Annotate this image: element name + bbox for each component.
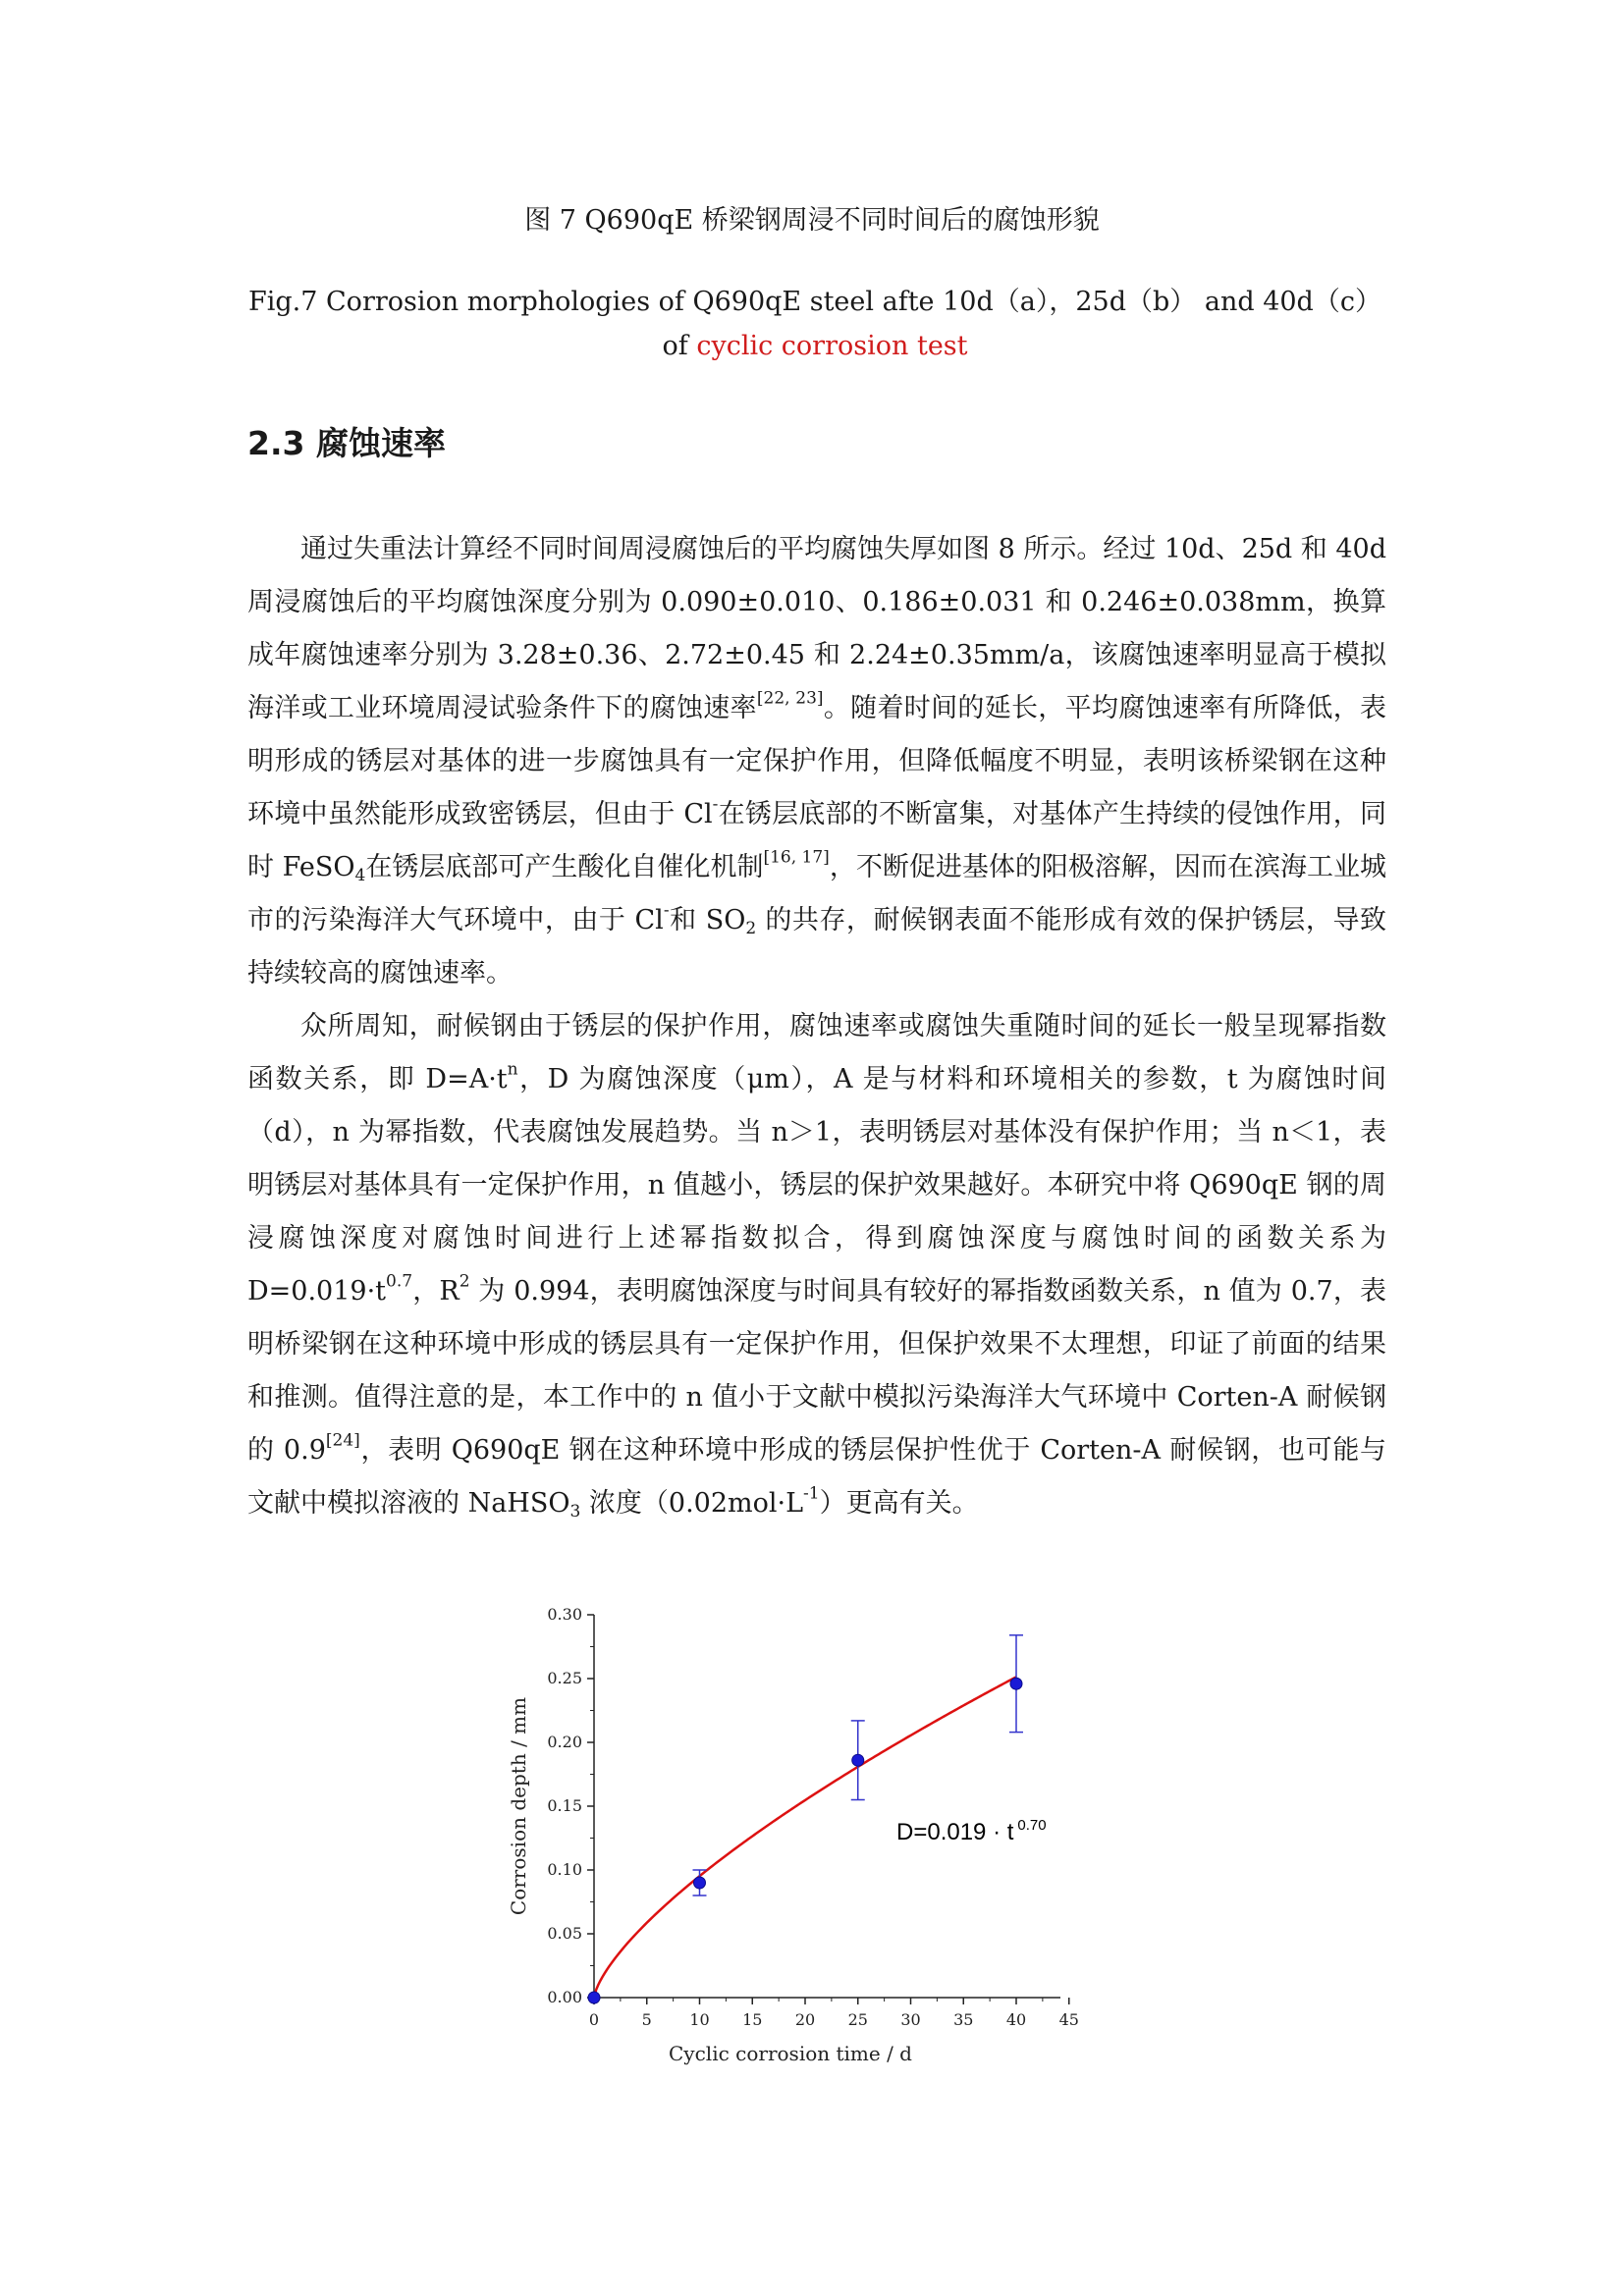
p1-text-2: 。随着时间的延长，平均腐蚀速率有所降低，表明形成的锈层对基体的进一步腐蚀具有一定保护作用，但降低幅度不明显，表明该桥梁钢在这种环境中虽然能形成致密锈层，但由于 Cl [247, 693, 1387, 829]
x-tick-label: 20 [794, 2010, 816, 2029]
data-point [852, 1754, 864, 1766]
p1-citation-2: [16, 17] [763, 847, 830, 868]
data-point [1010, 1678, 1022, 1689]
p2-text-5: ，表明 Q690qE 钢在这种环境中形成的锈层保护性优于 Corten-A 耐候钢，也可能与文献中模拟溶液的 NaHSO [247, 1435, 1386, 1519]
figure-8-chart [486, 1595, 1095, 2086]
y-tick-label: 0.30 [547, 1605, 582, 1624]
p1-text-3: 在锈层底部的不断富集，对基体产生持续的侵蚀作用，同时 FeSO [247, 799, 1386, 882]
paragraph-2 [247, 1000, 1386, 1530]
p2-exponent-2: 2 [459, 1271, 470, 1292]
y-tick-label: 0.00 [547, 1988, 582, 2006]
x-tick-label: 5 [641, 2010, 652, 2029]
figure-7-caption-cn: 图 7 Q690qE 桥梁钢周浸不同时间后的腐蚀形貌 [524, 205, 1100, 236]
x-tick-label: 25 [847, 2010, 868, 2029]
x-axis-label: Cyclic corrosion time / d [669, 2042, 912, 2065]
body-text [247, 523, 1386, 1530]
p2-exponent-n: n [507, 1059, 518, 1080]
y-axis-label: Corrosion depth / mm [507, 1696, 530, 1916]
data-point [694, 1877, 706, 1889]
y-tick-label: 0.05 [547, 1924, 582, 1943]
corrosion-depth-chart [486, 1595, 1095, 2086]
fit-equation-exponent: 0.70 [1017, 1817, 1047, 1834]
p1-text-6: 和 SO [669, 905, 746, 935]
p2-text-3: ，R [412, 1276, 460, 1307]
figure-7-caption-en [236, 280, 1394, 368]
p2-text-7: ）更高有关。 [819, 1488, 979, 1519]
x-tick-label: 10 [689, 2010, 710, 2029]
p2-exponent-07: 0.7 [386, 1271, 413, 1292]
y-tick-label: 0.15 [547, 1796, 582, 1815]
x-tick-label: 30 [900, 2010, 921, 2029]
p1-citation-1: [22, 23] [756, 688, 824, 709]
fit-equation-base: D=0.019 · t [896, 1819, 1014, 1845]
caption-en-red-text: cyclic corrosion test [696, 331, 968, 361]
data-point [588, 1992, 600, 2003]
p2-exponent-minus-1: -1 [803, 1483, 820, 1504]
p1-text-5: ，不断促进基体的阳极溶解，因而在滨海工业城市的污染海洋大气环境中，由于 Cl [247, 852, 1387, 935]
p1-text-7: 的共存，耐候钢表面不能形成有效的保护锈层，导致持续较高的腐蚀速率。 [247, 905, 1386, 988]
p2-text-6: 浓度（0.02mol·L [580, 1488, 804, 1519]
p2-text-1: 众所周知，耐候钢由于锈层的保护作用，腐蚀速率或腐蚀失重随时间的延长一般呈现幂指数函数关系，即 D=A·t [247, 1011, 1386, 1095]
p1-text-1: 通过失重法计算经不同时间周浸腐蚀后的平均腐蚀失厚如图 8 所示。经过 10d、25d 和 40d 周浸腐蚀后的平均腐蚀深度分别为 0.090±0.010、0.186±0.031 和 0.246±0.038mm，换算成年腐蚀速率分别为 3.28±0.36、2.72±0.45 和 2.24±0.35mm/a，该腐蚀速率明显高于模拟海洋或工业环境周浸试验条件下的腐蚀速率 [247, 534, 1387, 723]
y-tick-label: 0.25 [547, 1669, 582, 1687]
y-tick-label: 0.20 [547, 1733, 582, 1751]
paragraph-1 [247, 523, 1386, 1000]
p1-text-4: 在锈层底部可产生酸化自催化机制 [365, 852, 764, 882]
x-tick-label: 40 [1005, 2010, 1027, 2029]
section-heading-corrosion-rate: 2.3 腐蚀速率 [247, 424, 446, 462]
p1-subscript-2: 2 [745, 919, 757, 939]
p2-citation: [24] [325, 1430, 360, 1451]
x-tick-label: 15 [742, 2010, 763, 2029]
y-tick-label: 0.10 [547, 1860, 582, 1879]
caption-en-main: Fig.7 Corrosion morphologies of Q690qE steel afte 10d（a），25d（b） and 40d（c）of [248, 287, 1381, 361]
p1-chloride-charge-2: - [663, 900, 670, 921]
p2-subscript-3: 3 [569, 1502, 581, 1522]
x-tick-label: 0 [588, 2010, 600, 2029]
p1-subscript-4: 4 [354, 866, 366, 886]
p2-text-4: 为 0.994，表明腐蚀深度与时间具有较好的幂指数函数关系，n 值为 0.7，表明桥梁钢在这种环境中形成的锈层具有一定保护作用，但保护效果不太理想，印证了前面的结果和推测。值得注意的是，本工作中的 n 值小于文献中模拟污染海洋大气环境中 Corten-A 耐候钢的 0.9 [247, 1276, 1386, 1466]
fit-equation [896, 1817, 1047, 1845]
p2-text-2: ，D 为腐蚀深度（μm），A 是与材料和环境相关的参数，t 为腐蚀时间（d），n 为幂指数，代表腐蚀发展趋势。当 n＞1，表明锈层对基体没有保护作用；当 n＜1，表明锈层对基体具有一定保护作用，n 值越小，锈层的保护效果越好。本研究中将 Q690qE 钢的周浸腐蚀深度对腐蚀时间进行上述幂指数拟合，得到腐蚀深度与腐蚀时间的函数关系为 D=0.019·t [247, 1064, 1386, 1307]
x-tick-label: 45 [1058, 2010, 1079, 2029]
x-tick-label: 35 [953, 2010, 974, 2029]
p1-chloride-charge-1: - [712, 794, 719, 815]
